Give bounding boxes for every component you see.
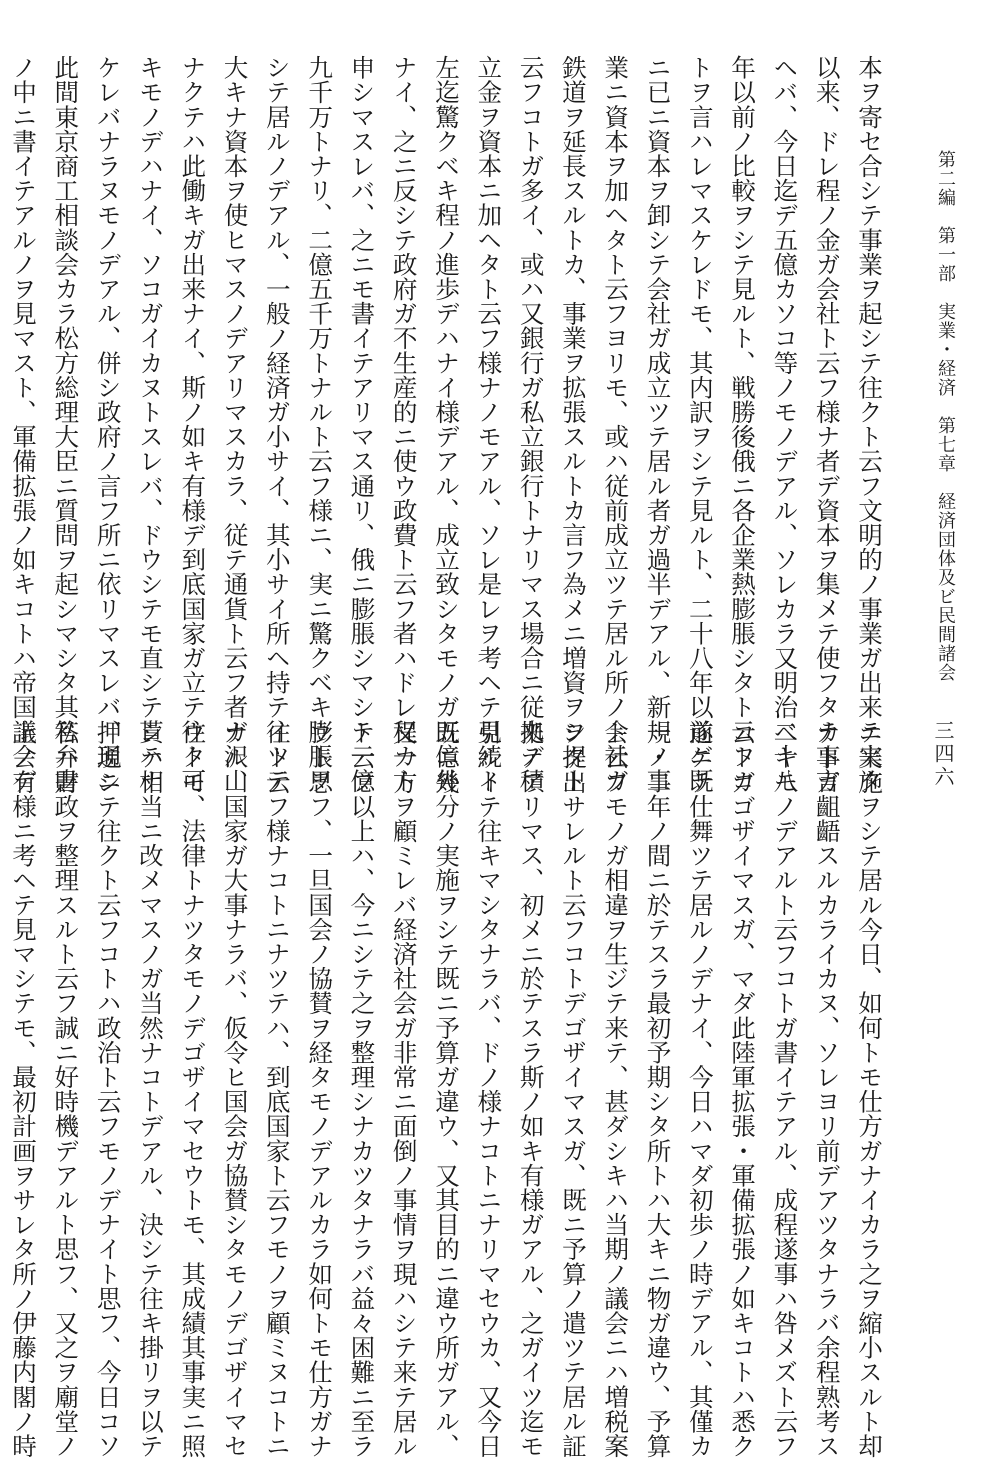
text-column: ナクテハ此働キガ出来ナイ、斯ノ如キ有様デ到底国家ガ立テ往ク可 [178, 55, 208, 793]
text-column: 本ヲ寄セ合シテ事業ヲ起シテ往クト云フ文明的ノ事業ガ出来テ来タ [855, 55, 884, 793]
text-column: 立金ヲ資本ニ加ヘタト云フ様ナノモアル、ソレ是レヲ考ヘテ見ルト [474, 55, 504, 793]
text-column: 一・二年ノ間ニ於テスラ最初予期シタ所トハ大キニ物ガ違ウ、予算 [643, 720, 673, 1458]
text-column: ト云フモノガ相違ヲ生ジテ来テ、甚ダシキハ当期ノ議会ニハ増税案 [601, 720, 631, 1458]
text-column: 大キナ資本ヲ使ヒマスノデアリマスカラ、従テ通貨ト云フ者ガ沢山 [220, 55, 250, 793]
text-column: ケレバナラヌモノデアル、併シ政府ノ言フ所ニ依リマスレバ、現ニ [93, 55, 123, 793]
text-column: ベキモノデアルト云フコトガ書イテアル、成程遂事ハ咎メズト云フ [770, 720, 800, 1458]
text-column: 申シマスレバ、之ニモ書イテアリマス通リ、俄ニ膨脹シマシテ一億 [347, 55, 377, 793]
text-column: 云フコトガ多イ、或ハ又銀行ガ私立銀行トナリマス場合ニ従来ノ積 [516, 55, 546, 793]
text-column: 鉄道ヲ延長スルトカ、事業ヲ拡張スルトカ言フ為メニ増資ヲシタト [558, 55, 588, 793]
text-column: コトガゴザイマスガ、マダ此陸軍拡張・軍備拡張ノ如キコトハ悉ク [728, 720, 758, 1458]
text-column: 上ノ有様ニ考ヘテ見マシテモ、最初計画ヲサレタ所ノ伊藤内閣ノ時 [9, 720, 39, 1458]
text-column: ウトモ、法律トナツタモノデゴザイマセウトモ、其成績其事実ニ照 [178, 720, 208, 1458]
text-column: ノ中ニ書イテアルノヲ見マスト、軍備拡張ノ如キコトハ帝国議会デ [9, 55, 39, 793]
page-number: 三四六 [931, 720, 955, 789]
text-column: ニ已ニ資本ヲ卸シテ会社ガ成立ツテ居ル者ガ過半デアル、新規ノ事 [643, 55, 673, 793]
text-column: 遂ゲテ仕舞ツテ居ルノデナイ、今日ハマダ初歩ノ時デアル、其僅カ [685, 720, 715, 1458]
text-column: ヘバ、今日迄デ五億カソコ等ノモノデアル、ソレカラ又明治二十八 [770, 55, 800, 793]
text-column: シテ相当ニ改メマスノガ当然ナコトデアル、決シテ往キ掛リヲ以テ [135, 720, 165, 1458]
upper-text-block [9, 55, 890, 793]
text-column: トヲ言ハレマスケレドモ、其内訳ヲシテ見ルト、二十八年以前ニ既 [685, 55, 715, 793]
text-column: イト云フ様ナコトニナツテハ、到底国家ト云フモノヲ顧ミヌコトニ [262, 720, 292, 1458]
text-column: ナル、国家ガ大事ナラバ、仮令ヒ国会ガ協賛シタモノデゴザイマセ [220, 720, 250, 1458]
text-column: 既ニ幾分ノ実施ヲシテ既ニ予算ガ違ウ、又其目的ニ違ウ所ガアル、 [432, 720, 462, 1458]
text-column: 業ニ資本ヲ加ヘタト云フヨリモ、或ハ従前成立ツテ居ル所ノ会社ガ [601, 55, 631, 793]
text-column: シテ居ルノデアル、一般ノ経済ガ小サイ、其小サイ所ヘ持テ往ツテ [262, 55, 292, 793]
running-header: 第二編 第一部 実業・経済 第七章 経済団体及ビ民間諸会 [935, 150, 956, 682]
text-column: 又一方ヲ顧ミレバ経済社会ガ非常ニ面倒ノ事情ヲ現ハシテ来テ居ル [389, 720, 419, 1458]
text-column: 左迄驚クベキ程ノ進歩デハナイ様デアル、成立致シタモノガ五億外 [432, 55, 462, 793]
text-column [0, 55, 2, 680]
lower-text-block [9, 720, 890, 1458]
text-column: キモノデハナイ、ソコガイカヌトスレバ、ドウシテモ直シテ貰ハナ [135, 55, 165, 793]
text-column: 九千万トナリ、二億五千万トナルト云フ様ニ、実ニ驚クベキ膨脹ヲ [305, 55, 335, 793]
text-column: 引続イテ往キマシタナラバ、ドノ様ナコトニナリマセウカ、又今日 [474, 720, 504, 1458]
text-column: 私ハ財政ヲ整理スルト云フ誠ニ好時機デアルト思フ、又之ヲ廟堂ノ [51, 720, 81, 1458]
text-column: 此間東京商工相談会カラ松方総理大臣ニ質問ヲ起シマシタ其答弁書 [51, 55, 81, 793]
text-column [0, 720, 2, 1360]
text-column: ヲ提出サレルト云フコトデゴザイマスガ、既ニ予算ノ遣ツテ居ル証 [558, 720, 588, 1458]
text-column: ウト思フ、一旦国会ノ協賛ヲ経タモノデアルカラ如何トモ仕方ガナ [305, 720, 335, 1458]
text-column: ニ実施ヲシテ居ル今日、如何トモ仕方ガナイカラ之ヲ縮小スルト却 [855, 720, 884, 1458]
text-column: 以来、ドレ程ノ金ガ会社ト云フ様ナ者デ資本ヲ集メテ使フタカト言 [812, 55, 842, 793]
text-column: 拠デアリマス、初メニ於テスラ斯ノ如キ有様ガアル、之ガイツ迄モ [516, 720, 546, 1458]
text-column: ト云フ以上ハ、今ニシテ之ヲ整理シナカツタナラバ益々困難ニ至ラ [347, 720, 377, 1458]
text-column: 年以前ノ比較ヲシテ見ルト、戦勝後俄ニ各企業熱膨脹シタト云フコ [728, 55, 758, 793]
text-column: ナイ、之ニ反シテ政府ガ不生産的ニ使ウ政費ト云フ者ハドレ程カト [389, 55, 419, 793]
text-column: 押通シテ往クト云フコトハ政治ト云フモノデナイト思フ、今日コソ [93, 720, 123, 1458]
text-column: テ事ガ齟齬スルカライカヌ、ソレヨリ前デアツタナラバ余程熟考ス [812, 720, 842, 1458]
